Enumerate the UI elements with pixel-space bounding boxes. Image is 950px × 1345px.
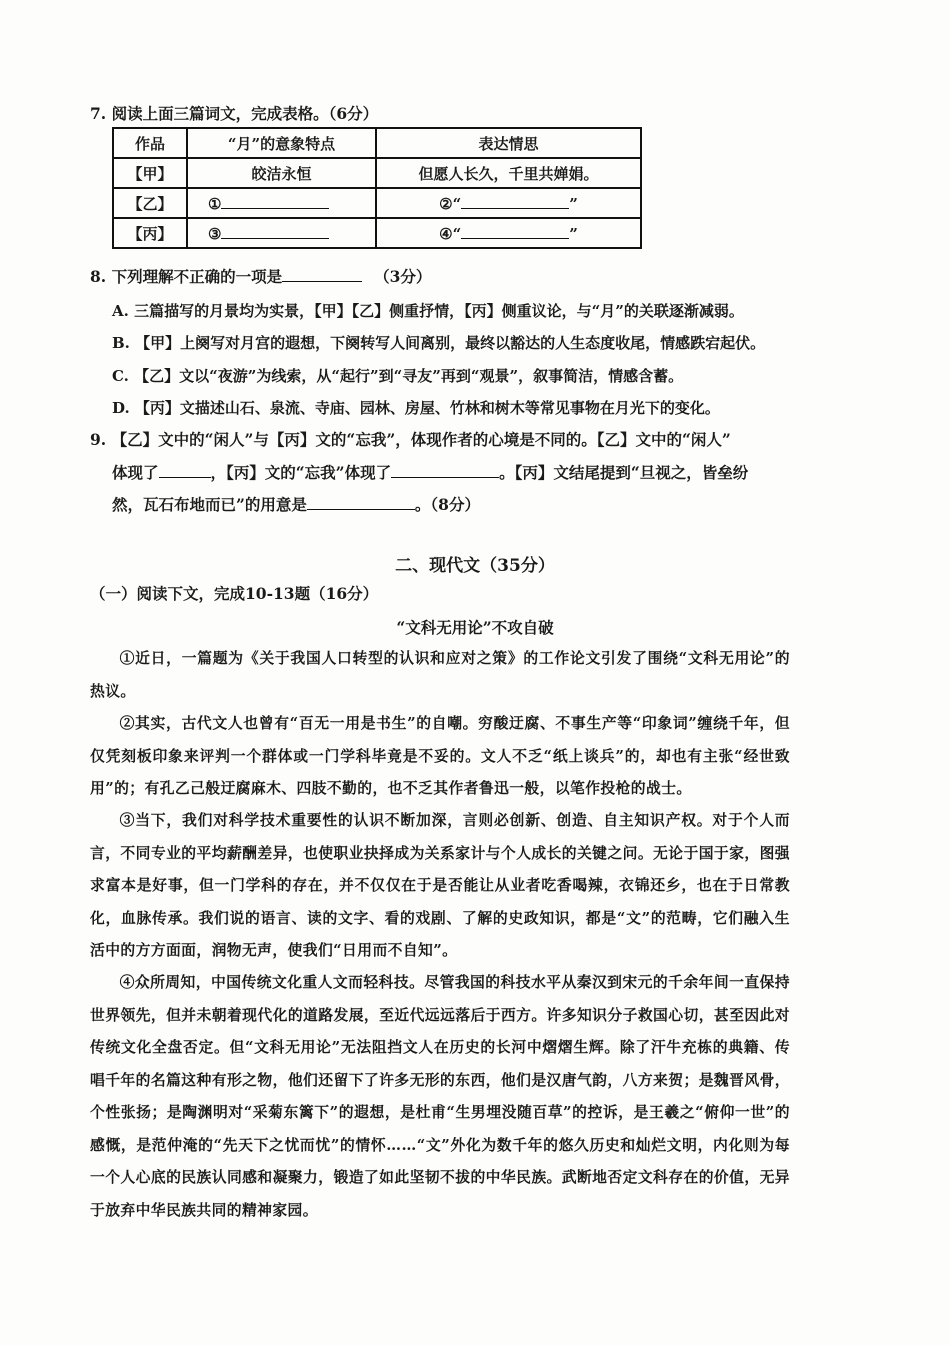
q9-answer-blank-3[interactable] bbox=[307, 495, 415, 510]
answer-blank-1[interactable] bbox=[221, 194, 329, 209]
answer-blank-2[interactable] bbox=[461, 194, 569, 209]
q7-table bbox=[112, 127, 642, 249]
q8-option-a: A. 三篇描写的月景均为实景，【甲】【乙】侧重抒情，【丙】侧重议论，与“月”的关联逐渐减弱。 bbox=[112, 302, 744, 320]
q9-line-2 bbox=[112, 463, 748, 483]
article-title: “文科无用论”不攻自破 bbox=[396, 618, 554, 637]
q8-suffix: （3分） bbox=[374, 267, 432, 286]
q7-prompt: 7. 阅读上面三篇词文，完成表格。（6分） bbox=[90, 104, 379, 123]
article-paragraph-4: ④众所周知，中国传统文化重人文而轻科技。尽管我国的科技水平从秦汉到宋元的千余年间一直保持世界领先，但并未朝着现代化的道路发展，至近代远远落后于西方。许多知识分子救国心切，甚至因此对传统文化全盘否定。但“文科无用论”无法阻挡文人在历史的长河中熠熠生辉。除了汗牛充栋的典籍、传唱千年的名篇这种有形之物，他们还留下了许多无形的东西，他们是汉唐气韵，八方来贺；是魏晋风骨，个性张扬；是陶渊明对“采菊东篱下”的遐想，是杜甫“生男埋没随百草”的控诉，是王羲之“俯仰一世”的感慨，是范仲淹的“先天下之忧而忧”的情怀……“文”外化为数千年的悠久历史和灿烂文明，内化则为每一个人心底的民族认同感和凝聚力，锻造了如此坚韧不拔的中华民族。武断地否定文科存在的价值，无异于放弃中华民族共同的精神家园。 bbox=[90, 974, 790, 1219]
q9-line-3 bbox=[112, 495, 480, 515]
article-paragraph-1: ①近日，一篇题为《关于我国人口转型的认识和应对之策》的工作论文引发了围绕“文科无用论”的热议。 bbox=[90, 650, 790, 700]
article-paragraph-3: ③当下，我们对科学技术重要性的认识不断加深，言则必创新、创造、自主知识产权。对于个人而言，不同专业的平均薪酬差异，也使职业抉择成为关系家计与个人成长的关键之问。无论于国于家，图强求富本是好事，但一门学科的存在，并不仅仅在于是否能让从业者吃香喝辣，衣锦还乡，也在于日常教化，血脉传承。我们说的语言、读的文字、看的戏剧、了解的史政知识，都是“文”的范畴，它们融入生活中的方方面面，润物无声，使我们“日用而不自知”。 bbox=[90, 812, 790, 959]
q9-line-1: 9. 【乙】文中的“闲人”与【丙】文的“忘我”，体现作者的心境是不同的。【乙】文中的“闲人” bbox=[90, 430, 731, 449]
q8-option-b: B. 【甲】上阕写对月宫的遐想，下阕转写人间离别，最终以豁达的人生态度收尾，情感跌宕起伏。 bbox=[112, 334, 766, 352]
q9-text: ，【丙】文的“忘我”体现了 bbox=[210, 463, 392, 482]
answer-marker: ③ bbox=[208, 224, 222, 243]
table-cell-emotion bbox=[376, 188, 641, 218]
answer-blank-4[interactable] bbox=[461, 224, 569, 239]
table-row bbox=[113, 218, 641, 248]
table-cell-emotion bbox=[376, 218, 641, 248]
table-cell-work: 【丙】 bbox=[113, 218, 187, 248]
q9-text: 。（8分） bbox=[414, 495, 480, 514]
q9-text: 然，瓦石布地而已”的用意是 bbox=[112, 495, 307, 514]
section-heading: 二、现代文（35分） bbox=[395, 556, 555, 576]
q8-option-d: D. 【丙】文描述山石、泉流、寺庙、园林、房屋、竹林和树木等常见事物在月光下的变化。 bbox=[112, 399, 720, 417]
table-cell-emotion: 但愿人长久，千里共婵娟。 bbox=[376, 158, 641, 188]
table-row bbox=[113, 188, 641, 218]
q9-text: 。【丙】文结尾提到“旦视之，皆垒纷 bbox=[499, 463, 749, 482]
close-quote: ” bbox=[569, 194, 578, 213]
answer-marker: ②“ bbox=[439, 194, 462, 213]
table-cell-feature bbox=[187, 188, 376, 218]
answer-marker: ① bbox=[208, 194, 222, 213]
section-subheading: （一）阅读下文，完成10-13题（16分） bbox=[90, 584, 379, 603]
table-header-feature: “月”的意象特点 bbox=[187, 128, 376, 158]
q8-prompt bbox=[90, 267, 431, 287]
table-cell-feature: 皎洁永恒 bbox=[187, 158, 376, 188]
q9-text: 体现了 bbox=[112, 463, 159, 482]
table-cell-feature bbox=[187, 218, 376, 248]
table-cell-work: 【乙】 bbox=[113, 188, 187, 218]
q8-prefix: 8. 下列理解不正确的一项是 bbox=[90, 267, 283, 286]
q9-answer-blank-1[interactable] bbox=[159, 463, 211, 478]
close-quote: ” bbox=[569, 224, 578, 243]
table-header-row bbox=[113, 128, 641, 158]
table-cell-work: 【甲】 bbox=[113, 158, 187, 188]
table-row bbox=[113, 158, 641, 188]
answer-marker: ④“ bbox=[439, 224, 462, 243]
q9-answer-blank-2[interactable] bbox=[391, 463, 499, 478]
article-paragraph-2: ②其实，古代文人也曾有“百无一用是书生”的自嘲。穷酸迂腐、不事生产等“印象词”缠绕千年，但仅凭刻板印象来评判一个群体或一门学科毕竟是不妥的。文人不乏“纸上谈兵”的，却也有主张“经世致用”的；有孔乙己般迂腐麻木、四肢不勤的，也不乏其作者鲁迅一般，以笔作投枪的战士。 bbox=[90, 715, 790, 797]
q8-answer-blank[interactable] bbox=[282, 267, 362, 282]
q8-option-c: C. 【乙】文以“夜游”为线索，从“起行”到“寻友”再到“观景”，叙事简洁，情感含蓄。 bbox=[112, 367, 684, 385]
table-header-work: 作品 bbox=[113, 128, 187, 158]
table-header-emotion: 表达情思 bbox=[376, 128, 641, 158]
answer-blank-3[interactable] bbox=[221, 224, 329, 239]
